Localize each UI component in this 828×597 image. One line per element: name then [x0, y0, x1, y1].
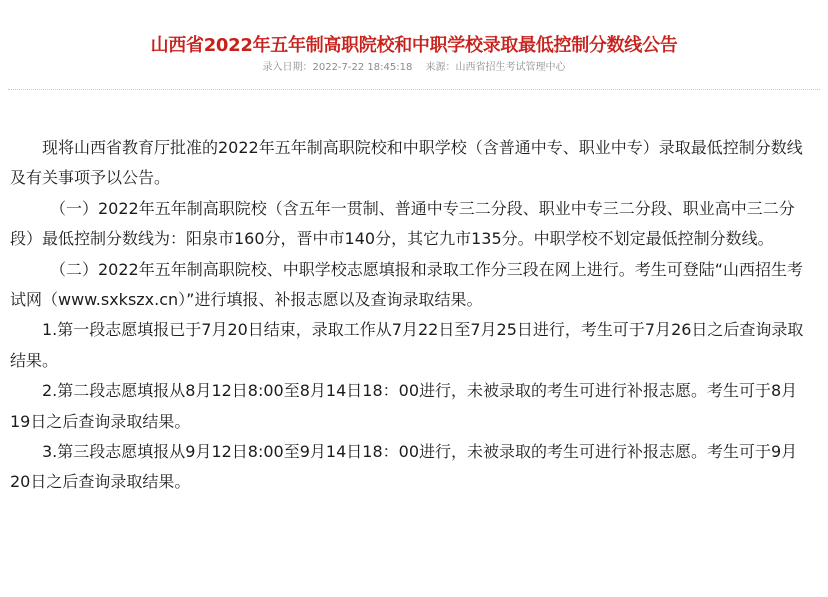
stage-three-paragraph: 3.第三段志愿填报从9月12日8:00至9月14日18：00进行，未被录取的考生可进行补报志愿。考生可于9月20日之后查询录取结果。 [10, 442, 798, 492]
section-one-paragraph: （一）2022年五年制高职院校（含五年一贯制、普通中专三二分段、职业中专三二分段、职业高中三二分段）最低控制分数线为：阳泉市160分，晋中市140分，其它九市135分。中职学校不划定最低控制分数线。 [10, 198, 795, 249]
article-meta [0, 61, 828, 75]
article-source: 来源：山西省招生考试管理中心 [425, 62, 566, 73]
article-title: 山西省2022年五年制高职院校和中职学校录取最低控制分数线公告 [150, 35, 678, 57]
section-two-paragraph: （二）2022年五年制高职院校、中职学校志愿填报和录取工作分三段在网上进行。考生可登陆“山西招生考试网（www.sxkszx.cn）”进行填报、补报志愿以及查询录取结果。 [10, 259, 804, 310]
publish-date: 录入日期：2022-7-22 18:45:18 [262, 62, 413, 73]
intro-paragraph: 现将山西省教育厅批准的2022年五年制高职院校和中职学校（含普通中专、职业中专）录取最低控制分数线及有关事项予以公告。 [10, 138, 803, 188]
stage-one-paragraph: 1.第一段志愿填报已于7月20日结束，录取工作从7月22日至7月25日进行，考生可于7月26日之后查询录取结果。 [10, 320, 804, 370]
article-body [10, 133, 810, 498]
divider [8, 89, 820, 90]
stage-two-paragraph: 2.第二段志愿填报从8月12日8:00至8月14日18：00进行，未被录取的考生可进行补报志愿。考生可于8月19日之后查询录取结果。 [10, 381, 798, 431]
